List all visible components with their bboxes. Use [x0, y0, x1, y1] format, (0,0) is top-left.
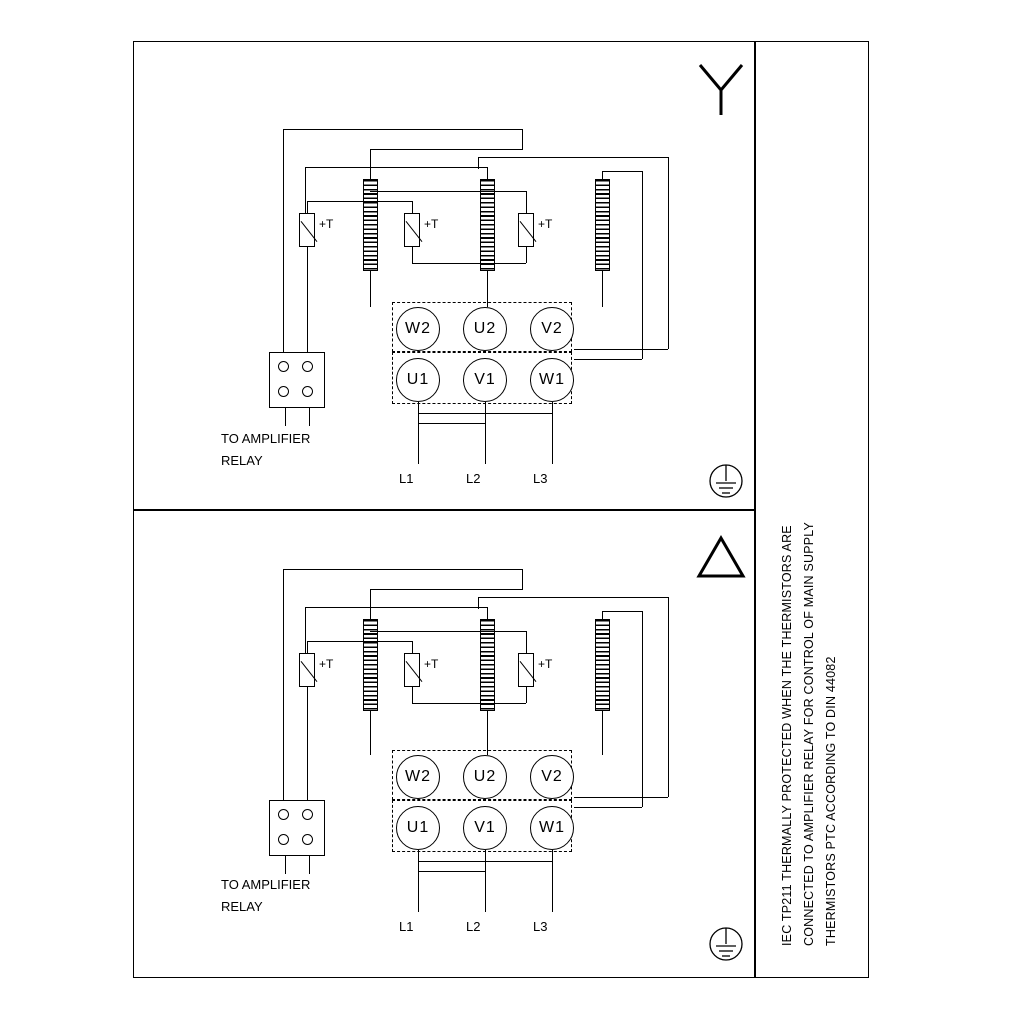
connector-dot-4: [302, 386, 313, 397]
wire-rail-top-a-drop: [370, 149, 371, 180]
wire-rail-top-d-left: [478, 157, 479, 169]
note-line-1: IEC TP211 THERMALLY PROTECTED WHEN THE THERMISTORS ARE: [780, 525, 794, 946]
wire-conn-lead-2: [309, 856, 310, 874]
panel-delta: [133, 510, 755, 978]
wire-lower-link-b: [418, 423, 485, 424]
supply-line-l3: [552, 402, 553, 464]
wire-coil1-to-w2: [370, 270, 371, 307]
wire-ptc2-down: [412, 687, 413, 703]
wire-ptc3-up: [526, 191, 527, 213]
wire-rail-right-d-in: [574, 349, 668, 350]
wire-ptc2-down: [412, 247, 413, 263]
winding-coil-1: [363, 619, 378, 711]
wire-rail-left-b: [283, 129, 284, 353]
wire-ptc2-to-ptc3: [412, 703, 526, 704]
thermistor-label-3: +T: [538, 657, 553, 671]
wire-rail-top-b: [283, 129, 523, 130]
wire-ptc3-down: [526, 687, 527, 703]
wire-coil3-top-run: [602, 171, 642, 172]
wire-ptc3-top-run: [370, 631, 526, 632]
thermistor-label-1: +T: [319, 657, 334, 671]
connector-dot-3: [278, 834, 289, 845]
wire-ptc2-top-drop: [412, 201, 413, 213]
wire-rail-top-a: [370, 149, 522, 150]
wire-rail-top-c-drop: [487, 607, 488, 620]
wire-lower-link-b: [418, 871, 485, 872]
supply-label-l3: L3: [533, 919, 548, 934]
panel-star: [133, 41, 755, 509]
wire-ptc3-top-run: [370, 191, 526, 192]
terminal-w1[interactable]: W1: [530, 358, 574, 402]
wire-rail-right-d: [668, 597, 669, 797]
connector-dot-2: [302, 809, 313, 820]
note-line-3: THERMISTORS PTC ACCORDING TO DIN 44082: [824, 656, 838, 946]
terminal-w1[interactable]: W1: [530, 806, 574, 850]
thermistor-label-1: +T: [319, 217, 334, 231]
thermistor-label-2: +T: [424, 657, 439, 671]
connector-dot-4: [302, 834, 313, 845]
wire-coil2-to-u2: [487, 710, 488, 755]
wire-coil2-to-u2: [487, 270, 488, 307]
thermistor-label-2: +T: [424, 217, 439, 231]
wire-ptc1-down: [307, 687, 308, 800]
wire-ptc1-top-drop: [307, 201, 308, 213]
wire-coil3-right: [642, 611, 643, 807]
wire-coil3-into-w1: [574, 807, 642, 808]
wire-rail-top-c-drop: [487, 167, 488, 180]
wire-rail-right-d-in: [574, 797, 668, 798]
thermistor-1: [299, 653, 315, 687]
wire-coil3-top: [602, 171, 603, 181]
connector-label-line2: RELAY: [221, 899, 263, 914]
supply-line-l2: [485, 850, 486, 912]
wire-conn-lead-1: [285, 408, 286, 426]
wire-rail-top-a-drop: [370, 589, 371, 620]
wire-rail-top-d-left: [478, 597, 479, 609]
connector-dot-2: [302, 361, 313, 372]
earth-symbol: [703, 922, 749, 966]
winding-coil-3: [595, 179, 610, 271]
winding-coil-1: [363, 179, 378, 271]
wire-rail-right-d: [668, 157, 669, 349]
wire-coil3-into-w1: [574, 359, 642, 360]
wire-rail-top-a-rise: [522, 569, 523, 590]
supply-line-l1: [418, 402, 419, 464]
winding-coil-3: [595, 619, 610, 711]
supply-label-l2: L2: [466, 471, 481, 486]
supply-label-l1: L1: [399, 919, 414, 934]
earth-symbol: [703, 459, 749, 503]
terminal-u2[interactable]: U2: [463, 307, 507, 351]
wire-ptc3-up: [526, 631, 527, 653]
connector-label-line1: TO AMPLIFIER: [221, 431, 311, 446]
connector-dot-1: [278, 361, 289, 372]
wire-coil3-top: [602, 611, 603, 621]
thermistor-2: [404, 213, 420, 247]
wire-rail-top-c: [305, 167, 487, 168]
wire-drop-ptc1: [305, 167, 306, 213]
wire-coil3-to-v2: [602, 710, 603, 755]
winding-coil-2: [480, 619, 495, 711]
wire-ptc1-to-ptc2-top: [307, 641, 412, 642]
terminal-u2[interactable]: U2: [463, 755, 507, 799]
thermistor-label-3: +T: [538, 217, 553, 231]
wire-ptc1-down: [307, 247, 308, 353]
wire-drop-ptc1: [305, 607, 306, 653]
thermistor-3: [518, 653, 534, 687]
terminal-v1[interactable]: V1: [463, 358, 507, 402]
terminal-u1[interactable]: U1: [396, 358, 440, 402]
wire-ptc2-to-ptc3: [412, 263, 526, 264]
wire-rail-top-b: [283, 569, 523, 570]
winding-coil-2: [480, 179, 495, 271]
thermistor-3: [518, 213, 534, 247]
thermistor-2: [404, 653, 420, 687]
thermistor-1: [299, 213, 315, 247]
delta-symbol: [693, 530, 749, 586]
wire-coil3-to-v2: [602, 270, 603, 307]
wire-coil1-to-w2: [370, 710, 371, 755]
supply-label-l2: L2: [466, 919, 481, 934]
connector-dot-1: [278, 809, 289, 820]
terminal-w2[interactable]: W2: [396, 307, 440, 351]
wire-lower-link-a: [418, 861, 552, 862]
connector-label-line1: TO AMPLIFIER: [221, 877, 311, 892]
terminal-v1[interactable]: V1: [463, 806, 507, 850]
supply-label-l1: L1: [399, 471, 414, 486]
wire-coil3-right: [642, 171, 643, 359]
wire-conn-lead-2: [309, 408, 310, 426]
supply-line-l3: [552, 850, 553, 912]
note-line-2: CONNECTED TO AMPLIFIER RELAY FOR CONTROL OF MAIN SUPPLY: [802, 521, 816, 946]
terminal-v2[interactable]: V2: [530, 755, 574, 799]
wire-ptc1-to-ptc2-top: [307, 201, 412, 202]
terminal-u1[interactable]: U1: [396, 806, 440, 850]
wire-ptc1-top-drop: [307, 641, 308, 653]
wire-rail-top-c: [305, 607, 487, 608]
wye-symbol: [693, 59, 749, 119]
wire-rail-top-d: [478, 597, 668, 598]
wire-rail-top-a: [370, 589, 522, 590]
wire-coil3-top-run: [602, 611, 642, 612]
amplifier-connector-block: [269, 800, 325, 856]
supply-label-l3: L3: [533, 471, 548, 486]
wire-ptc3-down: [526, 247, 527, 263]
wire-rail-top-a-rise: [522, 129, 523, 150]
wire-conn-lead-1: [285, 856, 286, 874]
amplifier-connector-block: [269, 352, 325, 408]
supply-line-l1: [418, 850, 419, 912]
wire-rail-top-d: [478, 157, 668, 158]
wire-rail-left-b: [283, 569, 284, 801]
wire-ptc2-top-drop: [412, 641, 413, 653]
connector-dot-3: [278, 386, 289, 397]
connector-label-line2: RELAY: [221, 453, 263, 468]
wire-lower-link-a: [418, 413, 552, 414]
note-column: [754, 41, 869, 978]
terminal-w2[interactable]: W2: [396, 755, 440, 799]
terminal-v2[interactable]: V2: [530, 307, 574, 351]
supply-line-l2: [485, 402, 486, 464]
